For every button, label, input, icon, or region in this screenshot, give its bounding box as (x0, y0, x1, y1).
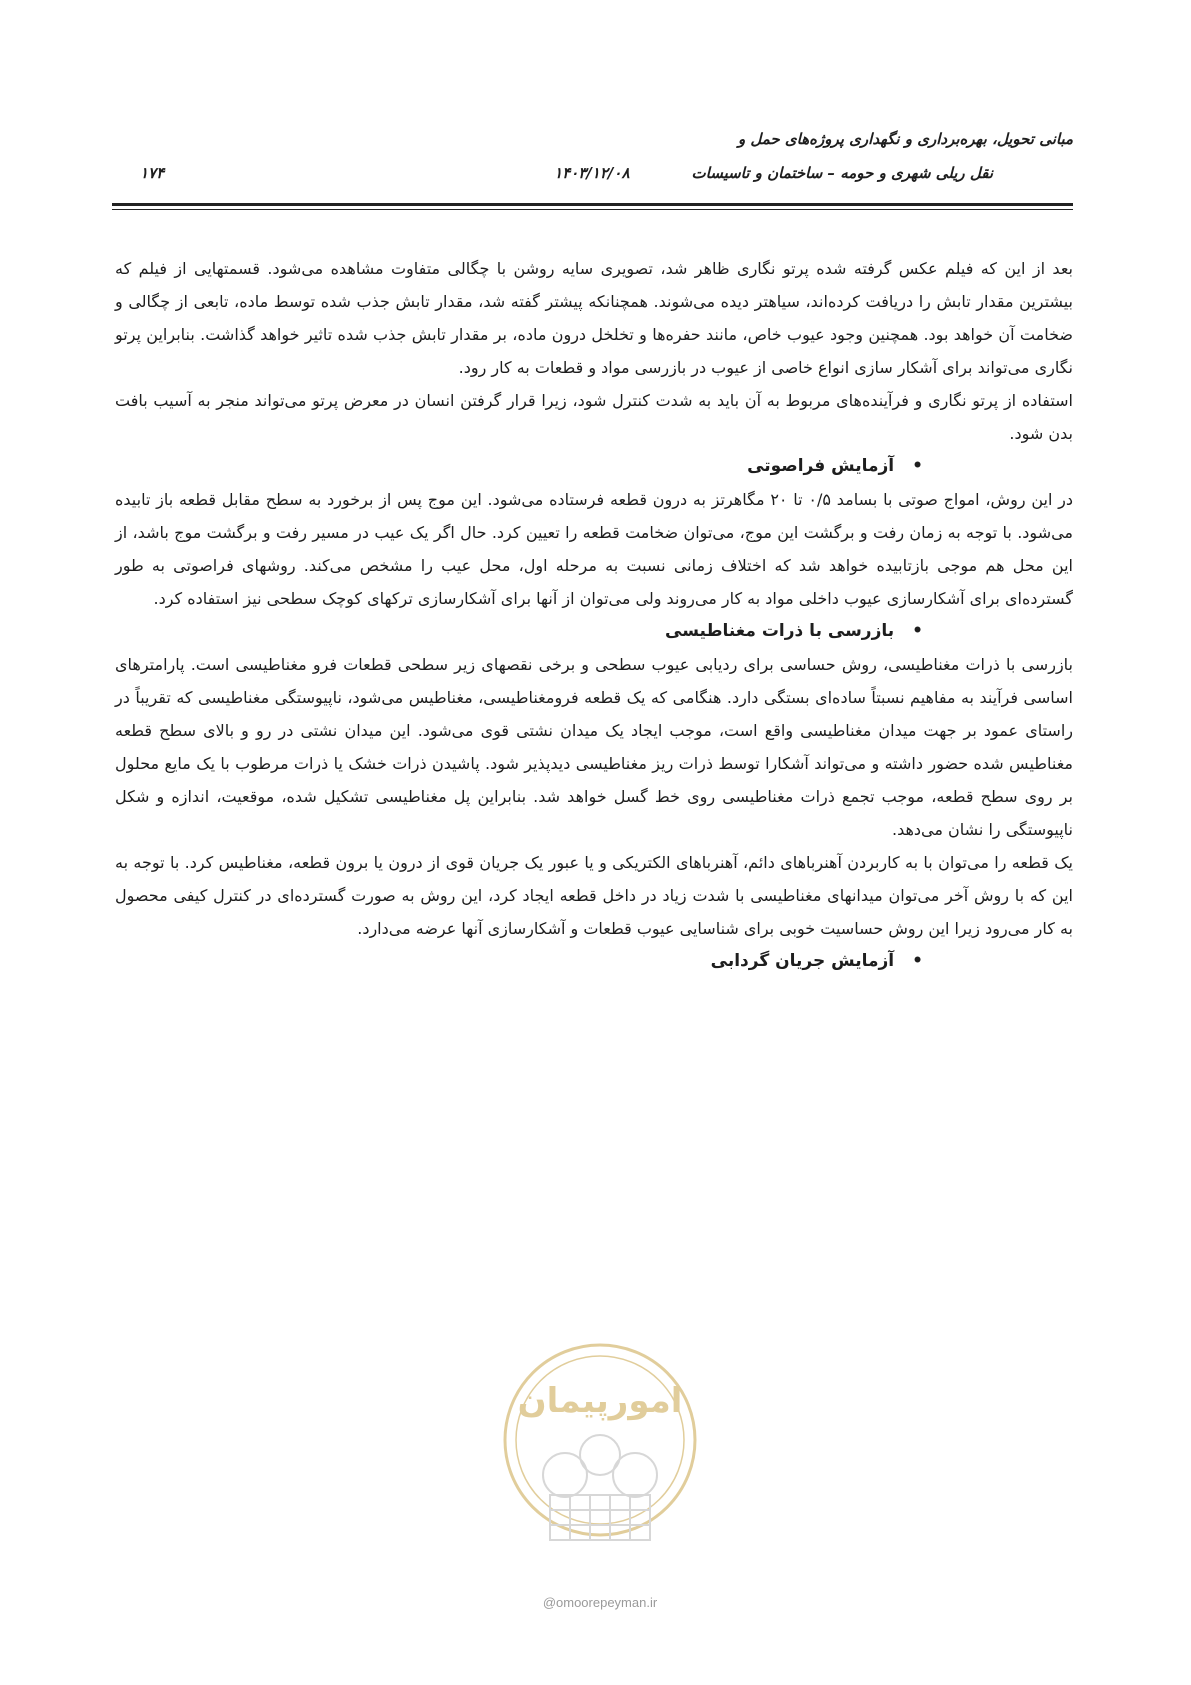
heading-ultrasonic (115, 450, 1073, 483)
page-header (112, 125, 1073, 187)
heading-eddy-current-text: آزمایش جریان گردابی (710, 951, 895, 971)
book-title-line1: مبانی تحویل، بهره‌برداری و نگهداری پروژه‌های حمل و (737, 130, 1073, 148)
heading-magnetic-particle (115, 615, 1073, 648)
header-date: ۱۴۰۳/۱۲/۰۸ (554, 164, 630, 182)
header-rule-thick (112, 203, 1073, 206)
paragraph-ultrasonic: در این روش، امواج صوتی با بسامد ۰/۵ تا ۲۰ مگاهرتز به درون قطعه فرستاده می‌شود. این موج پس از برخورد به سطح مقابل قطعه باز تابیده می‌شود. با توجه به زمان رفت و برگشت این موج، می‌توان ضخامت قطعه را تعیین کرد. حال اگر یک عیب در مسیر رفت و برگشت موج باشد، از این محل هم موجی بازتابیده خواهد شد که اختلاف زمانی نسبت به مرحله اول، محل عیب را مشخص می‌کند. روشهای فراصوتی به طور گسترده‌ای برای آشکارسازی عیوب داخلی مواد به کار می‌روند ولی می‌توان از آنها برای آشکارسازی ترکهای کوچک سطحی نیز استفاده کرد. (115, 490, 1074, 608)
heading-magnetic-particle-text: بازرسی با ذرات مغناطیسی (665, 621, 895, 641)
book-title-line2: نقل ریلی شهری و حومه – ساختمان و تاسیسات (691, 164, 993, 182)
bullet-icon: • (912, 621, 923, 641)
paragraph-radiography-safety: استفاده از پرتو نگاری و فرآینده‌های مربوط به آن باید به شدت کنترل شود، زیرا قرار گرفتن انسان در معرض پرتو می‌تواند منجر به آسیب بافت بدن شود. (115, 391, 1073, 443)
paragraph-magnetic-particle: بازرسی با ذرات مغناطیسی، روش حساسی برای ردیابی عیوب سطحی و برخی نقصهای زیر سطحی قطعات فرو مغناطیسی است. پارامترهای اساسی فرآیند به مفاهیم نسبتاً ساده‌ای بستگی دارد. هنگامی که یک قطعه فرومغناطیسی، مغناطیس می‌شود، ناپیوستگی مغناطیسی که تقریباً در راستای عمود بر جهت میدان مغناطیسی واقع است، موجب ایجاد یک میدان نشتی قوی می‌شود. این میدان نشتی در رو و بالای سطح قطعه مغناطیس شده حضور داشته و می‌تواند آشکارا توسط ذرات ریز مغناطیسی دیدپذیر شود. پاشیدن ذرات خشک یا ذرات مرطوب با یک مایع محلول بر روی سطح قطعه، موجب تجمع ذرات مغناطیسی روی خط گسل خواهد شد. بنابراین پل مغناطیسی تشکیل شده، موقعیت، اندازه و شکل ناپیوستگی را نشان می‌دهد. (115, 655, 1073, 839)
header-rule-thin (112, 209, 1073, 210)
page-number: ۱۷۴ (140, 164, 165, 182)
watermark-site: @omoorepeyman.ir (542, 1595, 658, 1610)
watermark-logo-icon (490, 1330, 710, 1580)
bullet-icon: • (912, 951, 923, 971)
heading-eddy-current (115, 945, 1073, 978)
paragraph-magnetization: یک قطعه را می‌توان با به کاربردن آهنرباهای دائم، آهنرباهای الکتریکی و یا عبور یک جریان قوی از درون یا برون قطعه، مغناطیس کرد. با توجه به این که با روش آخر می‌توان میدانهای مغناطیسی با شدت زیاد در داخل قطعه ایجاد کرد، این روش به صورت گسترده‌ای در کنترل کیفی محصول به کار می‌رود زیرا این روش حساسیت خوبی برای شناسایی عیوب قطعات و آشکارسازی آنها عرضه می‌دارد. (115, 853, 1073, 938)
paragraph-radiography-result: بعد از این که فیلم عکس گرفته شده پرتو نگاری ظاهر شد، تصویری سایه روشن با چگالی متفاوت مشاهده می‌شود. قسمتهایی از فیلم که بیشترین مقدار تابش را دریافت کرده‌اند، سیاهتر دیده می‌شوند. همچنانکه پیشتر گفته شد، مقدار تابش جذب شده توسط ماده، تابعی از چگالی و ضخامت آن خواهد بود. همچنین وجود عیوب خاص، مانند حفره‌ها و تخلخل درون ماده، بر مقدار تابش جذب شده تاثیر خواهد گذاشت. بنابراین پرتو نگاری می‌تواند برای آشکار سازی انواع خاصی از عیوب در بازرسی مواد و قطعات به کار رود. (115, 259, 1073, 377)
heading-ultrasonic-text: آزمایش فراصوتی (747, 456, 895, 476)
page-body (115, 252, 1073, 978)
header-line2 (112, 159, 1073, 187)
bullet-icon: • (912, 456, 923, 476)
watermark-logo-text: امورپیمان (517, 1381, 683, 1421)
